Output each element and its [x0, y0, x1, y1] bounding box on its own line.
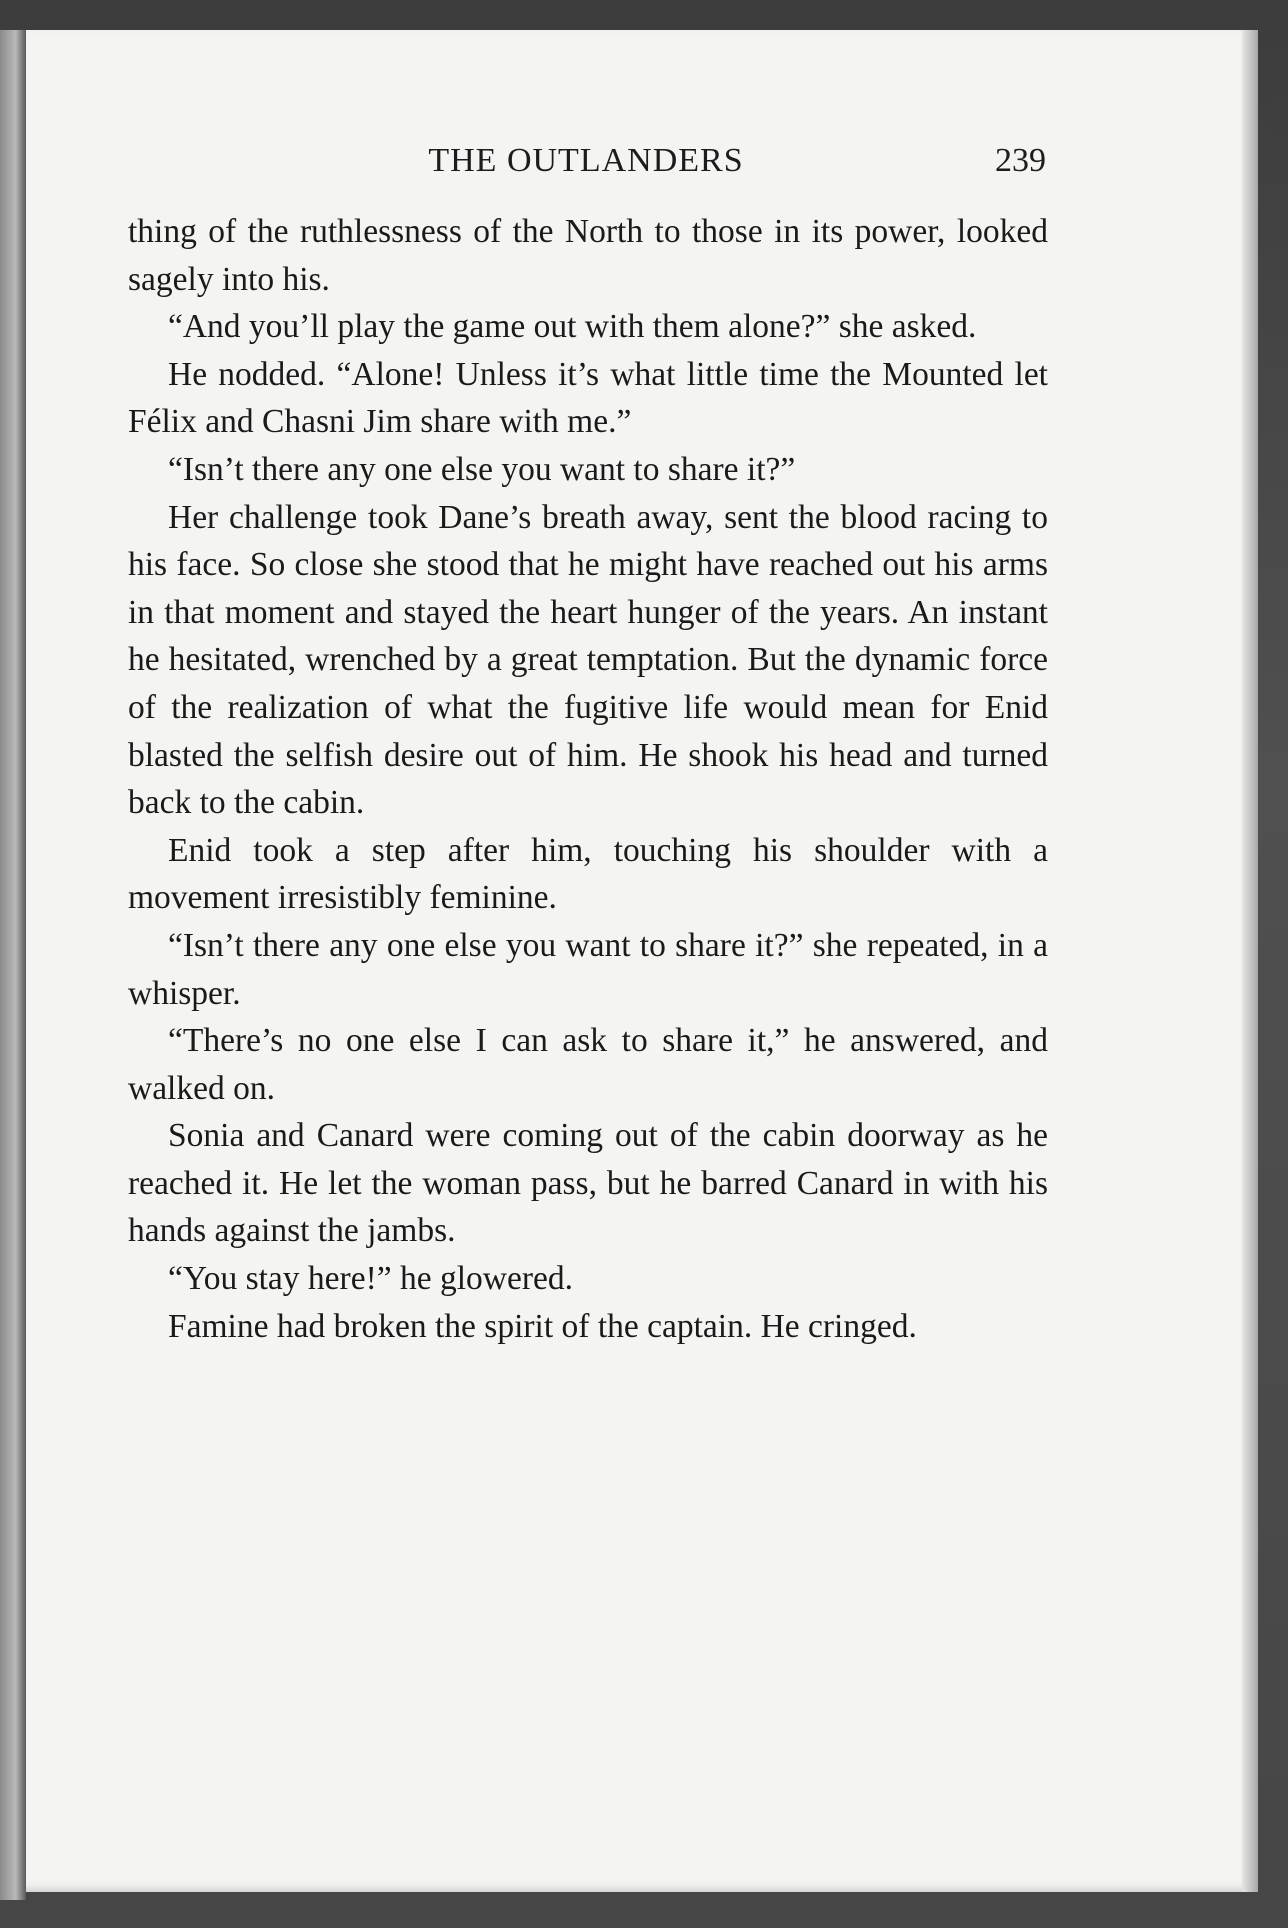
paragraph: “And you’ll play the game out with them alone?” she asked. [168, 308, 977, 346]
binding-edge [0, 30, 26, 1900]
book-page [26, 30, 1258, 1892]
paragraph: He nodded. “Alone! Unless it’s what little time the Mounted let Félix and Chasni Jim share with me.” [128, 355, 1048, 441]
running-head [126, 142, 1046, 202]
body-text [128, 208, 1048, 1350]
paragraph: “Isn’t there any one else you want to share it?” she repeated, in a whisper. [128, 926, 1048, 1012]
paragraph: “You stay here!” he glowered. [168, 1260, 573, 1298]
running-title: THE OUTLANDERS [428, 142, 744, 179]
page-edge-shadow [1242, 30, 1258, 1892]
paragraph: “Isn’t there any one else you want to share it?” [168, 450, 796, 488]
page-number: 239 [995, 142, 1046, 179]
paragraph: Famine had broken the spirit of the captain. He cringed. [168, 1307, 917, 1345]
paragraph: Sonia and Canard were coming out of the cabin doorway as he reached it. He let the woman pass, but he barred Canard in with his hands against the jambs. [128, 1117, 1048, 1250]
paragraph: “There’s no one else I can ask to share it,” he answered, and walked on. [128, 1022, 1048, 1107]
paragraph: Enid took a step after him, touching his shoulder with a movement irresistibly feminine. [128, 831, 1048, 917]
paragraph: Her challenge took Dane’s breath away, sent the blood racing to his face. So close she stood that he might have reached out his arms in that moment and stayed the heart hunger of the years. An instant he hesitated, wrenched by a great temptation. But the dynamic force of the realization of what the fugitive life would mean for Enid blasted the selfish desire out of him. He shook his head and turned back to the cabin. [128, 498, 1048, 822]
paragraph: thing of the ruthlessness of the North to those in its power, looked sagely into his. [128, 213, 1048, 298]
